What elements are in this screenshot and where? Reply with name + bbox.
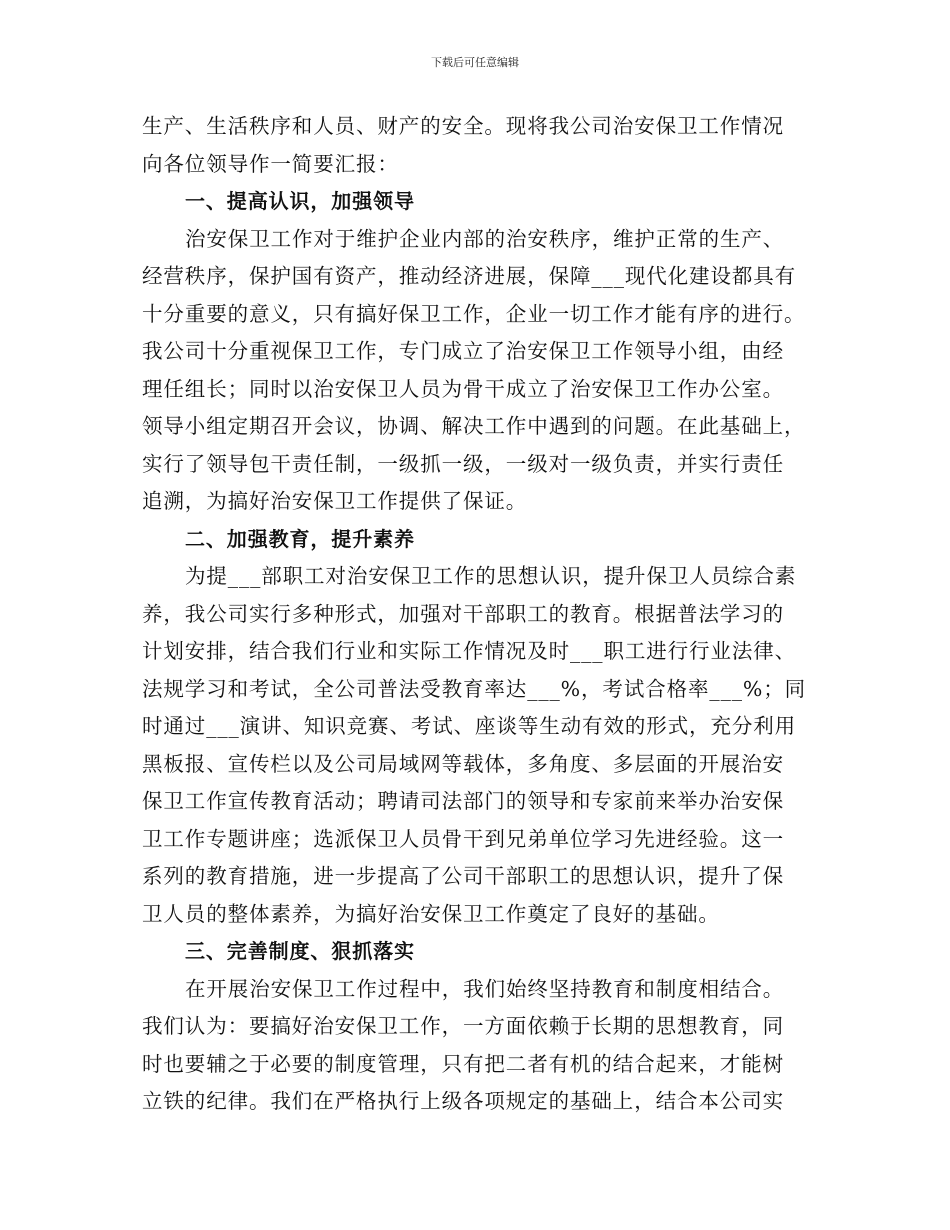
section-heading: 二、加强教育，提升素养	[185, 526, 415, 551]
paragraph-line: 立铁的纪律。我们在严格执行上级各项规定的基础上，结合本公司实	[142, 1089, 784, 1113]
page-header: 下载后可任意编辑	[431, 56, 519, 69]
paragraph-line: 计划安排，结合我们行业和实际工作情况及时___职工进行行业法律、	[142, 639, 797, 663]
paragraph-line: 经营秩序，保护国有资产，推动经济进展，保障___现代化建设都具有	[142, 264, 797, 288]
paragraph-line: 为提___部职工对治安保卫工作的思想认识，提升保卫人员综合素	[185, 564, 797, 588]
paragraph-line: 在开展治安保卫工作过程中，我们始终坚持教育和制度相结合。	[185, 976, 785, 1001]
paragraph-line: 追溯，为搞好治安保卫工作提供了保证。	[142, 489, 528, 513]
paragraph-line: 卫工作专题讲座；选派保卫人员骨干到兄弟单位学习先进经验。这一	[142, 826, 784, 851]
paragraph-line: 法规学习和考试，全公司普法受教育率达___%，考试合格率___%；同	[142, 676, 807, 701]
paragraph-line: 领导小组定期召开会议，协调、解决工作中遇到的问题。在此基础上，	[142, 414, 806, 438]
paragraph-line: 治安保卫工作对于维护企业内部的治安秩序，维护正常的生产、	[185, 226, 785, 251]
paragraph-line: 时通过___演讲、知识竞赛、考试、座谈等生动有效的形式，充分利用	[142, 714, 797, 738]
paragraph-line: 生产、生活秩序和人员、财产的安全。现将我公司治安保卫工作情况	[142, 114, 784, 138]
paragraph-line: 实行了领导包干责任制，一级抓一级，一级对一级负责，并实行责任	[142, 451, 784, 476]
paragraph-line: 向各位领导作一简要汇报：	[142, 151, 399, 176]
paragraph-line: 系列的教育措施，进一步提高了公司干部职工的思想认识，提升了保	[142, 864, 784, 888]
paragraph-line: 养，我公司实行多种形式，加强对干部职工的教育。根据普法学习的	[142, 601, 784, 626]
paragraph-line: 十分重要的意义，只有搞好保卫工作，企业一切工作才能有序的进行。	[142, 301, 806, 326]
paragraph-line: 卫人员的整体素养，为搞好治安保卫工作奠定了良好的基础。	[142, 901, 720, 926]
paragraph-line: 我们认为：要搞好治安保卫工作，一方面依赖于长期的思想教育，同	[142, 1014, 784, 1038]
paragraph-line: 理任组长；同时以治安保卫人员为骨干成立了治安保卫工作办公室。	[142, 376, 784, 401]
section-heading: 一、提高认识，加强领导	[185, 189, 415, 213]
paragraph-line: 我公司十分重视保卫工作，专门成立了治安保卫工作领导小组，由经	[142, 339, 784, 363]
document-body	[142, 108, 822, 1121]
section-heading: 三、完善制度、狠抓落实	[185, 939, 415, 963]
paragraph-line: 时也要辅之于必要的制度管理，只有把二者有机的结合起来，才能树	[142, 1051, 784, 1076]
paragraph-line: 保卫工作宣传教育活动；聘请司法部门的领导和专家前来举办治安保	[142, 789, 784, 813]
paragraph-line: 黑板报、宣传栏以及公司局域网等载体，多角度、多层面的开展治安	[142, 751, 784, 776]
